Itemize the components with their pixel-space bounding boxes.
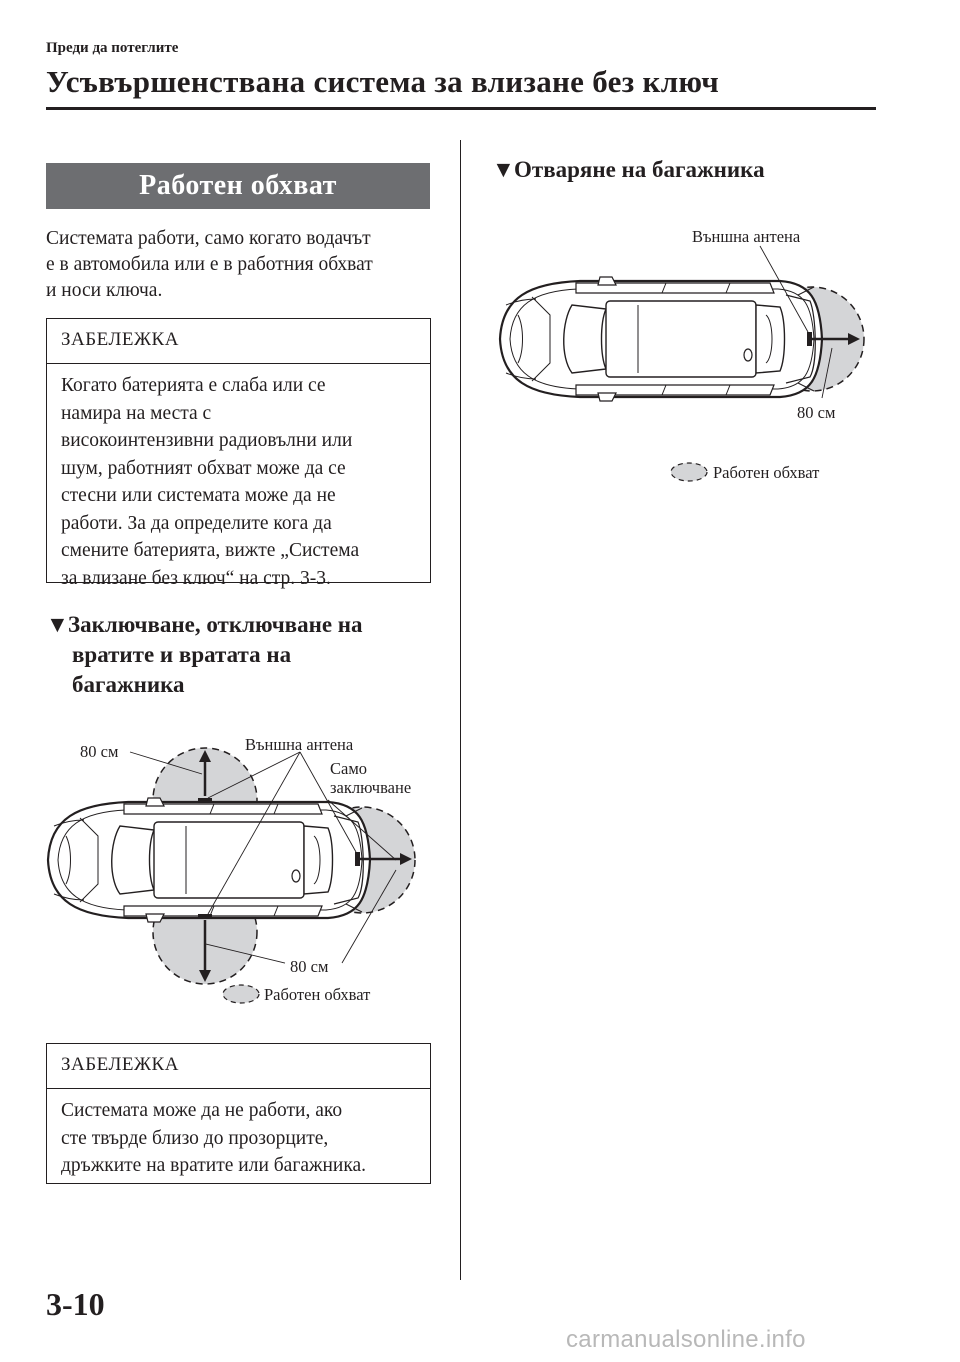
note-line: намира на места с <box>61 402 212 424</box>
triangle-marker-icon: ▼ <box>492 157 515 182</box>
subsection-title: Отваряне на багажника <box>514 157 765 182</box>
legend-label-range: Работен обхват <box>713 463 820 482</box>
legend-swatch-range <box>671 463 707 481</box>
note-line: дръжките на вратите или багажника. <box>61 1155 367 1176</box>
note-line: шум, работният обхват може да се <box>61 457 346 479</box>
triangle-marker-icon: ▼ <box>46 612 69 637</box>
label-external-antenna: Външна антена <box>692 227 801 246</box>
label-lock-only-line2: заключване <box>330 778 412 797</box>
note-heading: ЗАБЕЛЕЖКА <box>61 1054 179 1075</box>
label-lock-only-line1: Само <box>330 759 368 778</box>
page-number: 3-10 <box>46 1286 105 1322</box>
note-line: Системата може да не работи, ако <box>61 1100 343 1121</box>
car-top-view <box>500 277 822 401</box>
note-line: стесни или системата може да не <box>61 485 336 506</box>
subsection-line: Заключване, отключване на <box>68 612 363 637</box>
subsection-line: багажника <box>72 672 185 697</box>
breadcrumb: Преди да потеглите <box>46 40 179 56</box>
legend-label-range: Работен обхват <box>264 985 371 1004</box>
label-80cm: 80 см <box>797 403 836 422</box>
note-line: Когато батерията е слаба или се <box>61 375 326 396</box>
intro-line: е в автомобила или е в работния обхват <box>46 254 373 275</box>
antenna-marker-rear <box>807 332 812 346</box>
note-line: сте твърде близо до прозорците, <box>61 1127 329 1149</box>
label-80cm-bottom: 80 см <box>290 957 329 976</box>
intro-line: и носи ключа. <box>46 280 163 301</box>
label-external-antenna: Външна антена <box>245 735 354 754</box>
label-80cm-top: 80 см <box>80 742 119 761</box>
note-heading: ЗАБЕЛЕЖКА <box>61 329 179 350</box>
note-line: работи. За да определите кога да <box>61 512 332 534</box>
note-line: високоинтензивни радиовълни или <box>61 430 353 451</box>
subsection-line: вратите и вратата на <box>72 642 292 667</box>
section-banner: Работен обхват <box>46 163 430 209</box>
watermark: carmanualsonline.info <box>566 1326 806 1353</box>
note-line: за влизане без ключ“ на стр. 3-3. <box>61 567 331 589</box>
note-line: смените батерията, вижте „Система <box>61 540 360 561</box>
chapter-title: Усъвършенствана система за влизане без ключ <box>46 64 719 99</box>
intro-line: Системата работи, само когато водачът <box>46 228 371 249</box>
